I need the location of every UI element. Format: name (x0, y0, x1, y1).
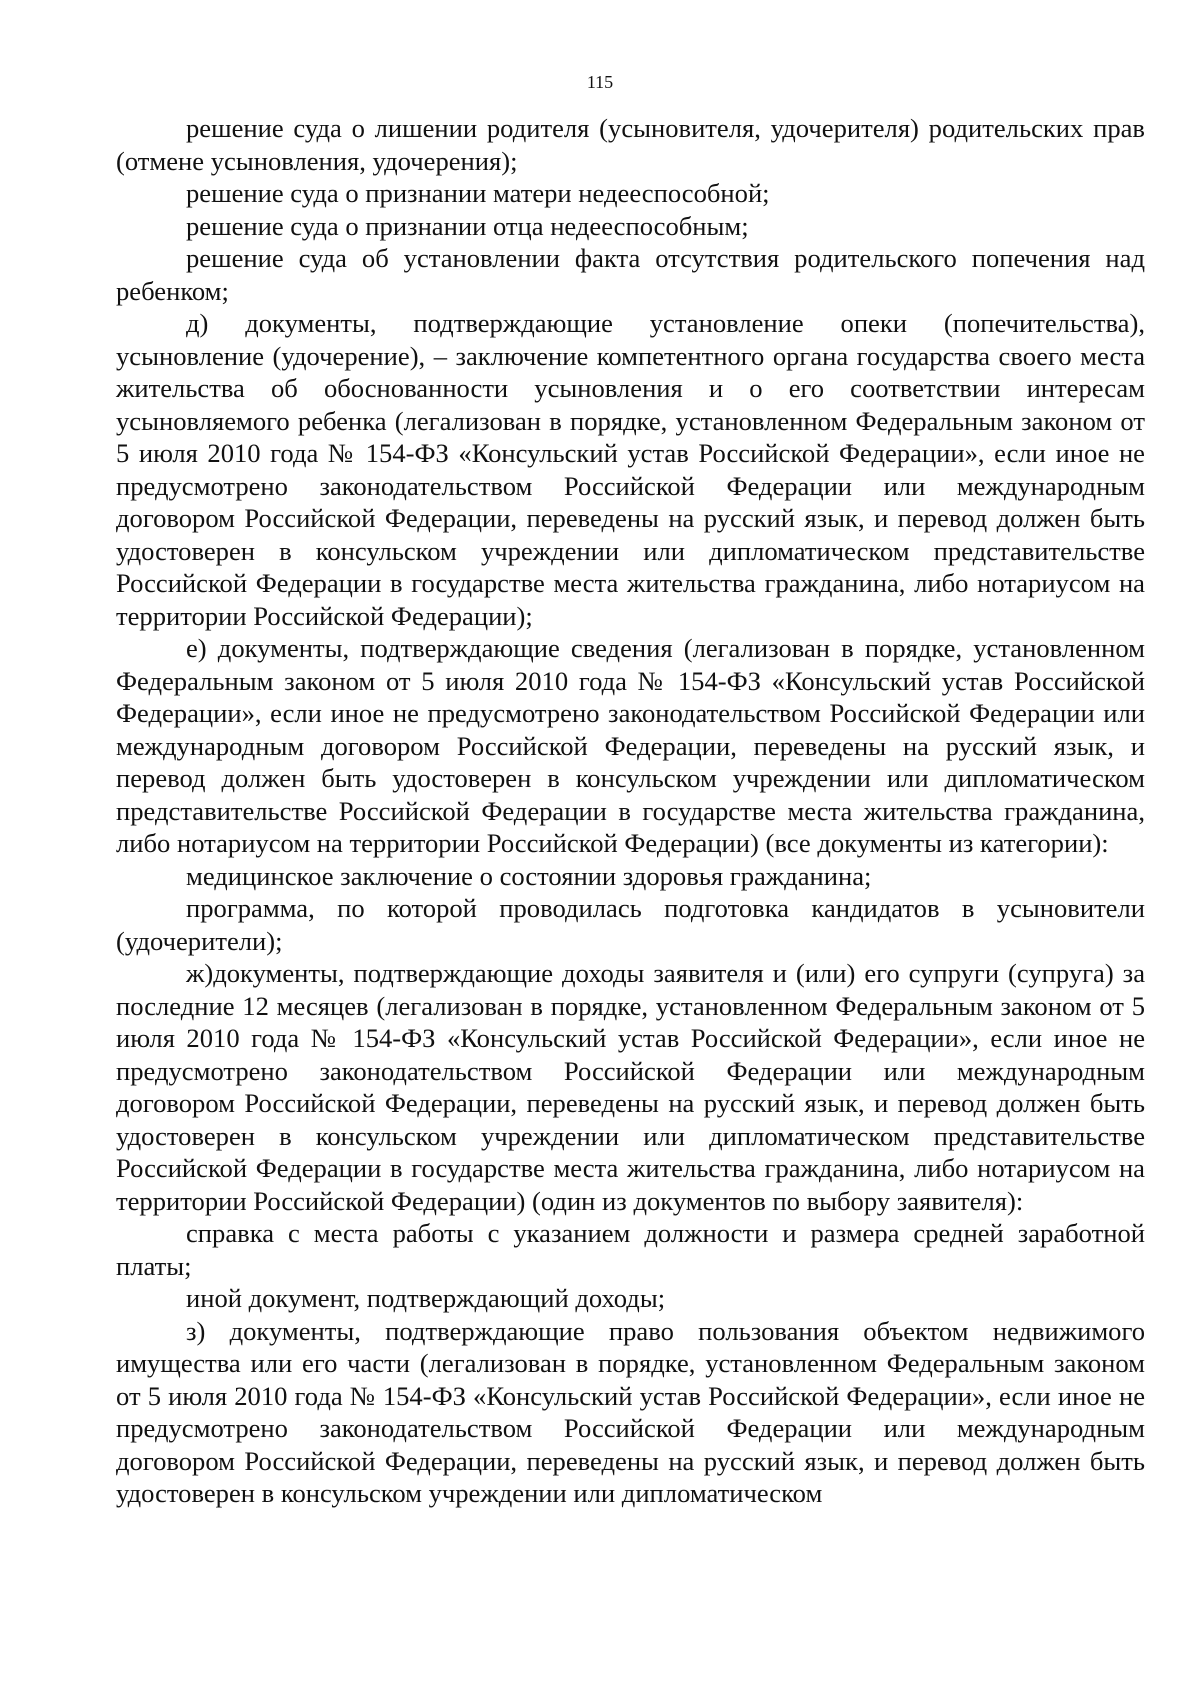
paragraph-court-decision-deprivation: решение суда о лишении родителя (усыновителя, удочерителя) родительских прав (отмене усыновления, удочерения); (116, 113, 1145, 176)
page-number: 115 (586, 72, 614, 92)
document-body (116, 112, 1145, 1510)
paragraph-item-e: е) документы, подтверждающие сведения (легализован в порядке, установленном Федеральным законом от 5 июля 2010 года № 154-ФЗ «Консульский устав Российской Федерации», если иное не предусмотрено законодательством Российской Федерации или международным договором Российской Федерации, переведены на русский язык, и перевод должен быть удостоверен в консульском учреждении или дипломатическом представительстве Российской Федерации в государстве места жительства гражданина, либо нотариусом на территории Российской Федерации) (все документы из категории): (116, 633, 1145, 858)
paragraph-training-program: программа, по которой проводилась подготовка кандидатов в усыновители (удочерители); (116, 893, 1145, 956)
paragraph-employment-certificate: справка с места работы с указанием должности и размера средней заработной платы; (116, 1218, 1145, 1281)
paragraph-court-decision-no-care: решение суда об установлении факта отсутствия родительского попечения над ребенком; (116, 243, 1145, 306)
paragraph-medical-report: медицинское заключение о состоянии здоровья гражданина; (186, 860, 872, 891)
paragraph-other-income-document: иной документ, подтверждающий доходы; (186, 1283, 666, 1313)
paragraph-item-z: з) документы, подтверждающие право пользования объектом недвижимого имущества или его части (легализован в порядке, установленном Федеральным законом от 5 июля 2010 года № 154-ФЗ «Консульский устав Российской Федерации», если иное не предусмотрено законодательством Российской Федерации или международным договором Российской Федерации, переведены на русский язык, и перевод должен быть удостоверен в консульском учреждении или дипломатическом (116, 1315, 1145, 1508)
paragraph-court-decision-father: решение суда о признании отца недееспособным; (186, 210, 749, 241)
paragraph-item-zh: ж)документы, подтверждающие доходы заявителя и (или) его супруги (супруга) за последние 12 месяцев (легализован в порядке, установленном Федеральным законом от 5 июля 2010 года № 154-ФЗ «Консульский устав Российской Федерации», если иное не предусмотрено законодательством Российской Федерации или международным договором Российской Федерации, переведены на русский язык, и перевод должен быть удостоверен в консульском учреждении или дипломатическом представительстве Российской Федерации в государстве места жительства гражданина, либо нотариусом на территории Российской Федерации) (один из документов по выбору заявителя): (116, 958, 1145, 1216)
paragraph-item-d: д) документы, подтверждающие установление опеки (попечительства), усыновление (удочерение), – заключение компетентного органа государства своего места жительства об обоснованности усыновления и о его соответствии интересам усыновляемого ребенка (легализован в порядке, установленном Федеральным законом от 5 июля 2010 года № 154-ФЗ «Консульский устав Российской Федерации», если иное не предусмотрено законодательством Российской Федерации или международным договором Российской Федерации, переведены на русский язык, и перевод должен быть удостоверен в консульском учреждении или дипломатическом представительстве Российской Федерации в государстве места жительства гражданина, либо нотариусом на территории Российской Федерации); (116, 308, 1145, 631)
paragraph-court-decision-mother: решение суда о признании матери недееспособной; (186, 178, 770, 208)
